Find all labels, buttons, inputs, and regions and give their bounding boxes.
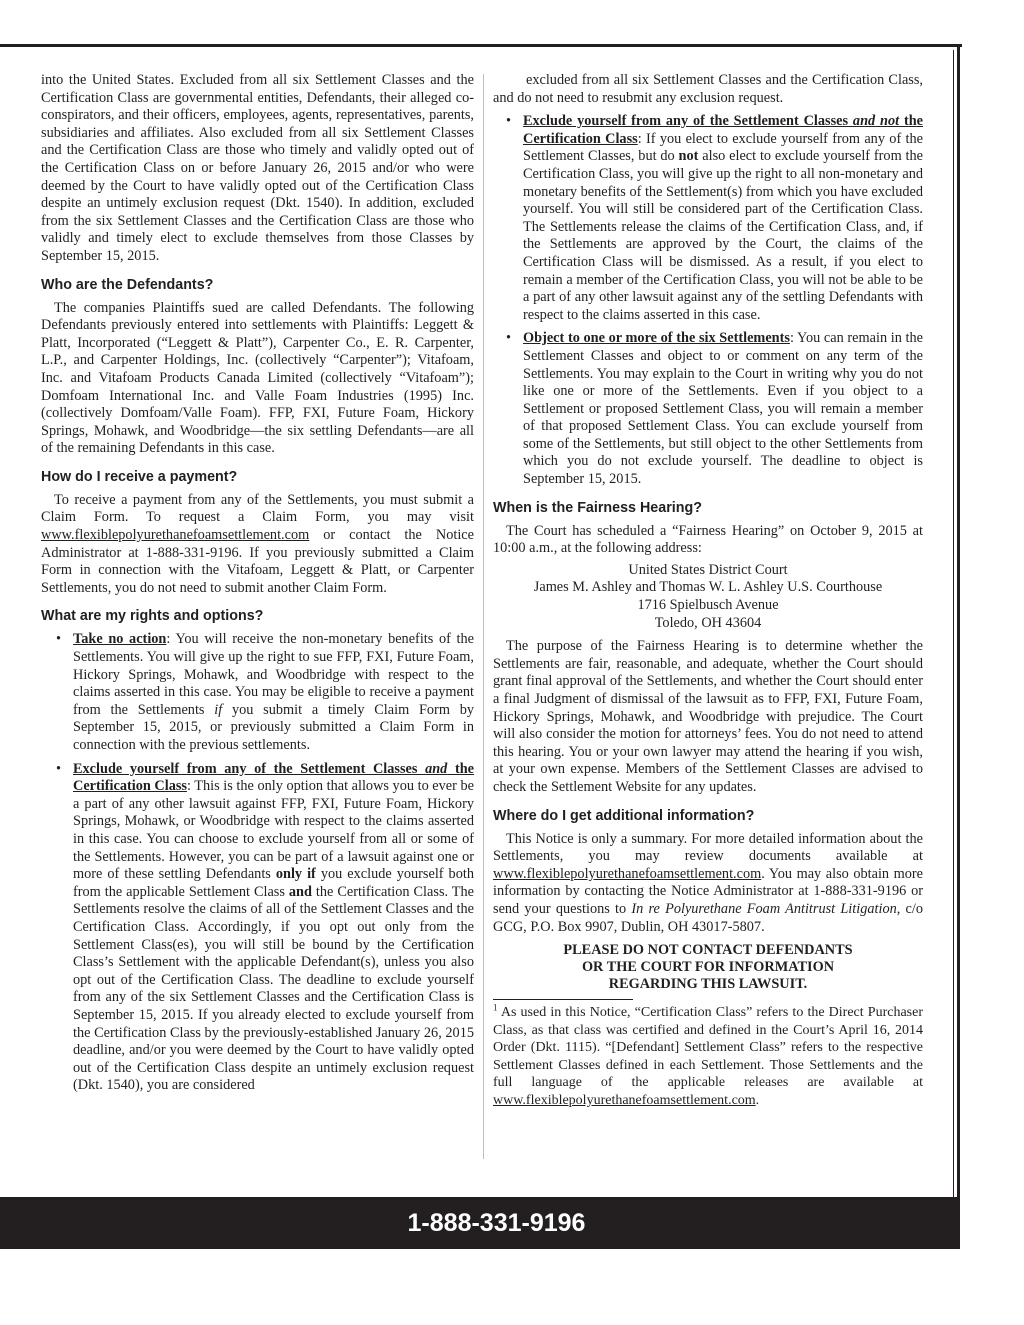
hearing-paragraph: The Court has scheduled a “Fairness Hearing” on October 9, 2015 at 10:00 a.m., at the following address: — [493, 522, 923, 557]
footnote: $^1$ As used in this Notice, “Certification Class” refers to the Direct Purchaser Class, as that class was certified and defined in the Court’s April 16, 2014 Order (Dkt. 1115). “[Defendant] Settlement Class” refers to the respective Settlement Classes defined in each Settlement. Those Settlements and the full language of the applicable releases are available at www.flexiblepolyurethanefoamsettlement.com. — [493, 1002, 923, 1108]
info-heading: Where do I get additional information? — [493, 807, 755, 824]
info-paragraph: This Notice is only a summary. For more detailed information about the Settlements, you may review documents available at www.flexiblepolyurethanefoamsettlement.com. You may also obtain more information by contacting the Notice Administrator at 1-888-331-9196 or send your questions to In re Polyurethane Foam Antitrust Litigation, c/o GCG, P.O. Box 9907, Dublin, OH 43017-5807. — [493, 830, 923, 935]
bullet: • — [506, 113, 512, 130]
option-object: • Object to one or more of the six Settlements: You can remain in the Settlement Classes and object to or comment on any term of the Settlements. You may explain to the Court in writing why you do not like one or more of the Settlements. Even if you object to a Settlement or proposed Settlement Class, you will remain a member of that proposed Settlement Class. You can exclude yourself from some of the Settlements, but still object to the other Settlements from which you do not exclude yourself. The deadline to object is September 15, 2015. — [506, 330, 923, 488]
bullet: • — [506, 330, 512, 347]
option-take-no-action: • Take no action: You will receive the non-monetary benefits of the Settlements. You will give up the right to sue FFP, FXI, Future Foam, Hickory Springs, Mohawk, and Woodbridge with respect to the claims asserted in this case. You may be eligible to receive a payment from the Settlements if you submit a timely Claim Form by September 15, 2015, or previously submitted a Claim Form in connection with the previous settlements. — [56, 631, 474, 753]
page-frame-right-rule — [957, 44, 960, 1204]
settlement-website-link[interactable]: www.flexiblepolyurethanefoamsettlement.com — [493, 1092, 756, 1108]
courthouse-address — [493, 562, 923, 632]
class-exclusion-paragraph: into the United States. Excluded from all six Settlement Classes and the Certification Class are governmental entities, Defendants, their alleged co-conspirators, and their officers, employees, agents, representatives, parents, subsidiaries and affiliates. Also excluded from all six Settlement Classes and the Certification Class are those who timely and validly opted out of the Certification Class on or before January 26, 2015 and/or who were deemed by the Court to have validly opted out of the Certification Class despite an untimely exclusion request (Dkt. 1540). In addition, excluded from the six Settlement Classes and the Certification Class are those who validly and timely elect to exclude themselves from those Classes by September 15, 2015. — [41, 72, 474, 264]
payment-paragraph: To receive a payment from any of the Settlements, you must submit a Claim Form. To request a Claim Form, you may visit www.flexiblepolyurethanefoamsettlement.com or contact the Notice Administrator at 1-888-331-9196. If you previously submitted a Claim Form in connection with the Vitafoam, Leggett & Platt, or Carpenter Settlements, you do not need to submit another Claim Form. — [41, 491, 474, 596]
footnote-rule — [493, 999, 633, 1000]
rights-heading: What are my rights and options? — [41, 608, 264, 625]
option-label: Take no action — [73, 631, 167, 648]
address-line: 1716 Spielbusch Avenue — [637, 597, 779, 614]
settlement-website-link[interactable]: www.flexiblepolyurethanefoamsettlement.com — [493, 865, 762, 882]
footnote-marker: 1 — [493, 1002, 498, 1013]
rights-options-list — [41, 631, 474, 1094]
page-frame-top-rule — [0, 44, 962, 47]
do-not-contact-notice: PLEASE DO NOT CONTACT DEFENDANTS OR THE COURT FOR INFORMATION REGARDING THIS LAWSUIT. — [563, 942, 853, 993]
defendants-heading: Who are the Defendants? — [41, 276, 214, 293]
column-divider — [483, 74, 484, 1159]
payment-heading: How do I receive a payment? — [41, 468, 238, 485]
continued-paragraph: excluded from all six Settlement Classes and the Certification Class, and do not need to resubmit any exclusion request. — [493, 72, 923, 106]
left-column — [41, 72, 474, 1101]
defendants-paragraph: The companies Plaintiffs sued are called Defendants. The following Defendants previously entered into settlements with Plaintiffs: Leggett & Platt, Incorporated (“Leggett & Platt”), Carpenter Co., E. R. Carpenter, L.P., and Carpenter Holdings, Inc. (collectively “Carpenter”); Vitafoam, Inc. and Vitafoam Products Canada Limited (collectively “Vitafoam”); Domfoam International Inc. and Valle Foam Industries (1995) Inc. (collectively Domfoam/Valle Foam). FFP, FXI, Future Foam, Hickory Springs, Mohawk, and Woodbridge—the six settling Defendants—are all of the remaining Defendants in this case. — [41, 299, 474, 457]
option-label: Exclude yourself from any of the Settlement Classes and the Certification Class — [73, 760, 474, 795]
bullet: • — [56, 760, 62, 777]
option-label: Exclude yourself from any of the Settlement Classes and not the Certification Class — [523, 113, 923, 147]
option-exclude-settlement-only: • Exclude yourself from any of the Settlement Classes and not the Certification Class: If you elect to exclude yourself from any of the Settlement Classes, but do not also elect to exclude yourself from the Certification Class, you will give up the right to all non-monetary and monetary benefits of the Settlement(s) from which you have excluded yourself. You will still be considered part of the Certification Class. The Settlements release the claims of the Certification Class, and, if the Settlements are approved by the Court, the claims of the Certification Class will be dismissed. As a result, if you elect to remain a member of the Certification Class, you will not be able to be a part of any other lawsuit against any of the settling Defendants with respect to the claims asserted in this case. — [506, 113, 923, 323]
page-frame-inner-rule — [953, 50, 954, 1200]
footer-phone-number: 1-888-331-9196 — [407, 1209, 586, 1237]
bullet: • — [56, 631, 62, 648]
rights-options-list-continued — [493, 113, 923, 488]
settlement-website-link[interactable]: www.flexiblepolyurethanefoamsettlement.com — [41, 527, 310, 544]
option-exclude-all: • Exclude yourself from any of the Settlement Classes and the Certification Class: This is the only option that allows you to ever be a part of any other lawsuit against FFP, FXI, Future Foam, Hickory Springs, Mohawk, or Woodbridge with respect to the claims asserted in this case. You can choose to exclude yourself from all or some of the Settlements. However, you can be part of a lawsuit against one or more of these settling Defendants only if you exclude yourself both from the applicable Settlement Class and the Certification Class. The Settlements resolve the claims of all of the Settlement Classes and the Certification Class. Accordingly, if you opt out only from the Settlement Class(es), you will still be bound by the Certification Class’s Settlement with the applicable Defendant(s), unless you also opt out of the Certification Class. The deadline to exclude yourself from any of the six Settlement Classes and the Certification Class is September 15, 2015. If you already elected to exclude yourself from the Certification Class by the previously-established January 26, 2015 deadline, and/or you were deemed by the Court to have validly opted out of the Certification Class despite an untimely exclusion request (Dkt. 1540), you are considered — [56, 760, 474, 1094]
address-line: James M. Ashley and Thomas W. L. Ashley U.S. Courthouse — [533, 579, 883, 596]
hearing-purpose-paragraph: The purpose of the Fairness Hearing is to determine whether the Settlements are fair, reasonable, and adequate, whether the Court should grant final approval of the Settlements, and whether the Court should enter a final Judgment of dismissal of the lawsuit as to FFP, FXI, Future Foam, Hickory Springs, Mohawk, and Woodbridge with prejudice. The Court will also consider the motion for attorneys’ fees. You do not need to attend this hearing. You or your own lawyer may attend the hearing if you wish, at your own expense. Members of the Settlement Classes are advised to check the Settlement Website for any updates. — [493, 638, 923, 795]
address-line: United States District Court — [628, 561, 788, 578]
hearing-heading: When is the Fairness Hearing? — [493, 499, 702, 516]
option-label: Object to one or more of the six Settlements — [523, 330, 790, 347]
address-line: Toledo, OH 43604 — [654, 614, 762, 631]
right-column — [493, 72, 923, 1109]
